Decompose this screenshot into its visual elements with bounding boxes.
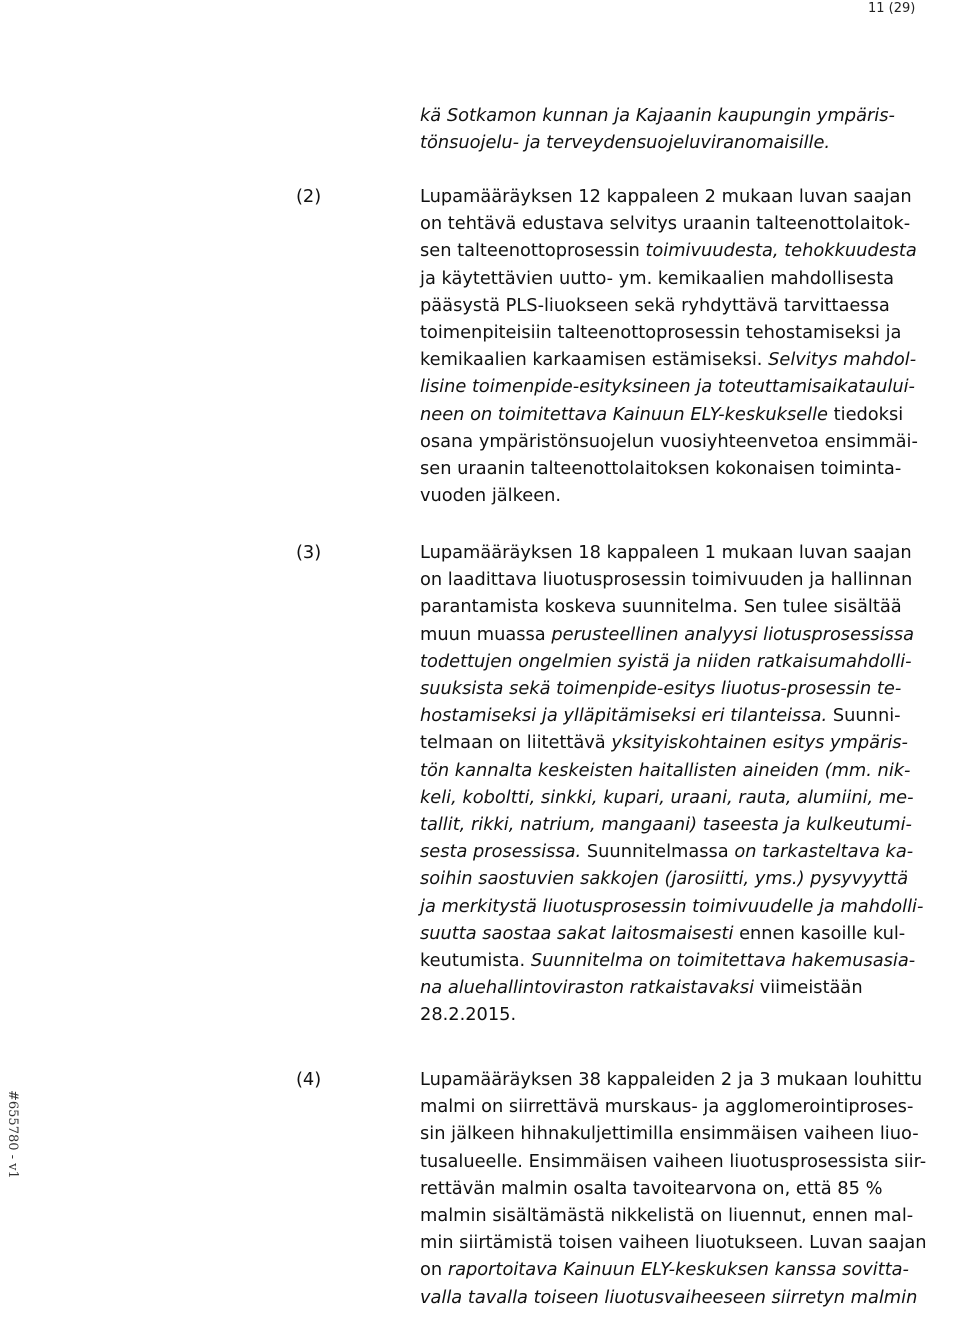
italic-text: suuksista sekä toimenpide-esitys liuotus-prosessin te- [420, 678, 902, 700]
text-run: Lupamääräyksen 12 kappaleen 2 mukaan luvan saajan [420, 186, 912, 207]
text-line [420, 1229, 958, 1256]
text-line [420, 648, 958, 675]
italic-text: hostamiseksi ja ylläpitämiseksi eri tilanteissa. [420, 705, 828, 727]
text-run: ennen kasoille kul- [733, 922, 906, 944]
text-run: Lupamääräyksen 18 kappaleen 1 mukaan luvan saajan [420, 542, 912, 563]
text-line [420, 784, 958, 811]
paragraph-number-3: (3) [296, 542, 322, 563]
text-run: keutumista. [420, 950, 531, 972]
italic-text: Suunnitelma on toimitettava hakemusasia- [530, 950, 916, 972]
italic-text: raportoitava Kainuun ELY-keskuksen kanssa sovitta- [447, 1259, 909, 1281]
text-run: muun muassa [420, 623, 552, 645]
text-line [420, 893, 958, 920]
italic-text: tallit, rikki, natrium, mangaani) taseesta ja kulkeutumi- [420, 814, 912, 836]
text-run: rettävän malmin osalta tavoitearvona on, että 85 % [420, 1177, 883, 1199]
italic-text: perusteellinen analyysi liotusprosessissa [551, 623, 914, 645]
text-run: kemikaalien karkaamisen estämiseksi. [420, 349, 769, 371]
text-line [420, 292, 958, 319]
text-line [420, 757, 958, 784]
text-run: viimeistään [754, 977, 863, 999]
text-line [420, 920, 958, 947]
text-line [420, 455, 958, 482]
text-line [420, 947, 958, 974]
text-line [420, 1066, 958, 1093]
paragraph-3 [420, 539, 958, 1029]
italic-text: soihin saostuvien sakkojen (jarosiitti, yms.) pysyvyyttä [420, 868, 909, 890]
text-line [420, 675, 958, 702]
italic-text: yksityiskohtainen esitys ympäris- [611, 732, 908, 754]
text-run: Suunni- [827, 705, 901, 727]
text-line [420, 729, 958, 756]
italic-text: on tarkasteltava ka- [734, 841, 914, 863]
text-line [420, 428, 958, 455]
text-run: parantamista koskeva suunnitelma. Sen tulee sisältää [420, 596, 902, 618]
text-line [420, 129, 958, 156]
text-line [420, 838, 958, 865]
text-run: toimenpiteisiin talteenottoprosessin tehostamiseksi ja [420, 322, 902, 344]
text-run: sin jälkeen hihnakuljettimilla ensimmäisen vaiheen liuo- [420, 1123, 919, 1145]
text-line [420, 373, 958, 400]
italic-text: kä Sotkamon kunnan ja Kajaanin kaupungin ympäris- [420, 105, 895, 126]
text-line [420, 865, 958, 892]
italic-text: na aluehallintoviraston ratkaistavaksi [420, 977, 755, 999]
text-line [420, 401, 958, 428]
paragraph-number-4: (4) [296, 1069, 322, 1090]
text-line [420, 566, 958, 593]
page-number: 11 (29) [868, 1, 916, 16]
paragraph-4 [420, 1066, 958, 1311]
text-run: tiedoksi [828, 403, 904, 425]
document-id-stamp: #655780 - v1 [5, 1090, 20, 1179]
text-line [420, 1202, 958, 1229]
text-line [420, 183, 958, 210]
italic-text: neen on toimitettava Kainuun ELY-keskukselle [420, 403, 828, 425]
italic-text: todettujen ongelmien syistä ja niiden ratkaisumahdolli- [420, 650, 912, 672]
text-line [420, 1284, 958, 1311]
text-run: ja käytettävien uutto- ym. kemikaalien mahdollisesta [420, 267, 895, 289]
text-line [420, 1120, 958, 1147]
text-line [420, 1001, 958, 1028]
text-line [420, 482, 958, 509]
text-line [420, 539, 958, 566]
text-run: Suunnitelmassa [581, 841, 735, 863]
text-run: on [420, 1259, 448, 1281]
text-run: 28.2.2015. [420, 1004, 517, 1026]
text-line [420, 319, 958, 346]
text-run: osana ympäristönsuojelun vuosiyhteenvetoa ensimmäi- [420, 430, 918, 452]
text-line [420, 237, 958, 264]
text-line [420, 210, 958, 237]
text-line [420, 974, 958, 1001]
text-line [420, 811, 958, 838]
text-line [420, 265, 958, 292]
text-run: vuoden jälkeen. [420, 485, 562, 507]
text-run: on tehtävä edustava selvitys uraanin talteenottolaitok- [420, 213, 911, 235]
italic-text: suutta saostaa sakat laitosmaisesti [420, 922, 734, 944]
italic-text: tön kannalta keskeisten haitallisten aineiden (mm. nik- [420, 759, 911, 781]
text-run: pääsystä PLS-liuokseen sekä ryhdyttävä tarvittaessa [420, 294, 890, 316]
text-run: min siirtämistä toisen vaiheen liuotukseen. Luvan saajan [420, 1232, 927, 1254]
text-line [420, 702, 958, 729]
text-line [420, 1175, 958, 1202]
text-run: malmi on siirrettävä murskaus- ja agglomerointiproses- [420, 1096, 914, 1118]
paragraph-2 [420, 183, 958, 509]
italic-text: lisine toimenpide-esityksineen ja toteuttamisaikataului- [420, 376, 915, 398]
text-line [420, 1148, 958, 1175]
italic-text: toimivuudesta, tehokkuudesta [645, 240, 917, 262]
text-line [420, 346, 958, 373]
text-line [420, 1256, 958, 1283]
text-run: telmaan on liitettävä [420, 732, 612, 754]
text-run: sen uraanin talteenottolaitoksen kokonaisen toiminta- [420, 458, 902, 480]
text-run: malmin sisältämästä nikkelistä on liuennut, ennen mal- [420, 1205, 914, 1227]
italic-text: Selvitys mahdol- [768, 349, 917, 371]
italic-text: tönsuojelu- ja terveydensuojeluviranomaisille. [420, 132, 831, 154]
text-run: sen talteenottoprosessin [420, 240, 646, 262]
italic-text: sesta prosessissa. [420, 841, 582, 863]
text-line [420, 593, 958, 620]
text-run: on laadittava liuotusprosessin toimivuuden ja hallinnan [420, 569, 913, 591]
text-line [420, 621, 958, 648]
text-line [420, 1093, 958, 1120]
italic-text: ja merkitystä liuotusprosessin toimivuudelle ja mahdolli- [420, 895, 924, 917]
text-run: tusalueelle. Ensimmäisen vaiheen liuotusprosessista siir- [420, 1150, 927, 1172]
text-run: Lupamääräyksen 38 kappaleiden 2 ja 3 mukaan louhittu [420, 1069, 923, 1090]
continuation-paragraph [420, 102, 958, 156]
paragraph-number-2: (2) [296, 186, 322, 207]
text-line [420, 102, 958, 129]
italic-text: keli, koboltti, sinkki, kupari, uraani, rauta, alumiini, me- [420, 786, 914, 808]
italic-text: valla tavalla toiseen liuotusvaiheeseen siirretyn malmin [420, 1286, 918, 1308]
